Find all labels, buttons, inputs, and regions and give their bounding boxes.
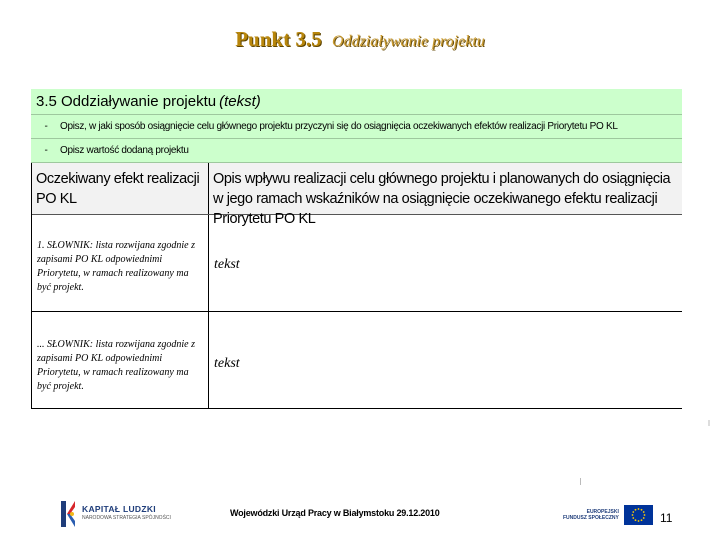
column-header-effect: Oczekiwany efekt realizacji PO KL bbox=[32, 163, 209, 214]
table-row bbox=[32, 215, 682, 312]
table-header-row bbox=[32, 163, 682, 227]
instruction-item bbox=[31, 115, 682, 139]
description-text-cell[interactable]: tekst bbox=[214, 356, 240, 371]
footer-institution: Wojewódzki Urząd Pracy w Białymstoku 29.12.2010 bbox=[230, 508, 440, 518]
application-form-section bbox=[31, 89, 682, 409]
kapital-ludzki-subtitle: NARODOWA STRATEGIA SPÓJNOŚCI bbox=[82, 515, 171, 521]
kapital-ludzki-name: KAPITAŁ LUDZKI bbox=[82, 504, 156, 514]
slide-title bbox=[0, 27, 720, 52]
description-text-cell[interactable]: tekst bbox=[214, 257, 240, 272]
effect-dropdown-cell[interactable]: ... SŁOWNIK: lista rozwijana zgodnie z zapisami PO KL odpowiednimi Priorytetu, w ramach realizowany ma być projekt. bbox=[32, 312, 209, 408]
slide-title-main: Punkt 3.5 bbox=[235, 27, 322, 51]
slide-title-sub: Oddziaływanie projektu bbox=[332, 33, 485, 50]
page-number: 11 bbox=[660, 511, 673, 525]
impact-table bbox=[31, 163, 682, 409]
instruction-text: Opisz, w jaki sposób osiągnięcie celu głównego projektu przyczyni się do osiągnięcia oczekiwanych efektów realizacji Priorytetu PO KL bbox=[60, 121, 618, 132]
column-header-description: Opis wpływu realizacji celu głównego projektu i planowanych do osiągnięcia w jego ramach wskaźników na osiągnięcie oczekiwanego efektu realizacji Priorytetu PO KL bbox=[213, 171, 671, 227]
eu-flag-icon bbox=[624, 505, 653, 525]
instruction-bullet: - bbox=[44, 121, 48, 132]
effect-dropdown-cell[interactable]: 1. SŁOWNIK: lista rozwijana zgodnie z zapisami PO KL odpowiednimi Priorytetu, w ramach realizowany ma być projekt. bbox=[32, 215, 209, 311]
instruction-item bbox=[31, 139, 682, 163]
table-row bbox=[32, 312, 682, 409]
kapital-ludzki-logo bbox=[60, 499, 171, 529]
eu-fund-label-line2: FUNDUSZ SPOŁECZNY bbox=[563, 515, 619, 521]
eu-fund-logo bbox=[563, 505, 653, 525]
instruction-bullet: - bbox=[44, 145, 48, 156]
decorative-mark bbox=[708, 420, 710, 426]
instruction-text: Opisz wartość dodaną projektu bbox=[60, 145, 189, 156]
eu-fund-label bbox=[563, 509, 619, 521]
section-header bbox=[31, 89, 682, 115]
decorative-tick bbox=[580, 478, 581, 485]
eu-fund-label-line1: EUROPEJSKI bbox=[586, 509, 619, 515]
section-header-type: (tekst) bbox=[219, 93, 261, 110]
kapital-ludzki-emblem-icon bbox=[60, 499, 76, 529]
section-header-label: 3.5 Oddziaływanie projektu bbox=[36, 93, 217, 110]
